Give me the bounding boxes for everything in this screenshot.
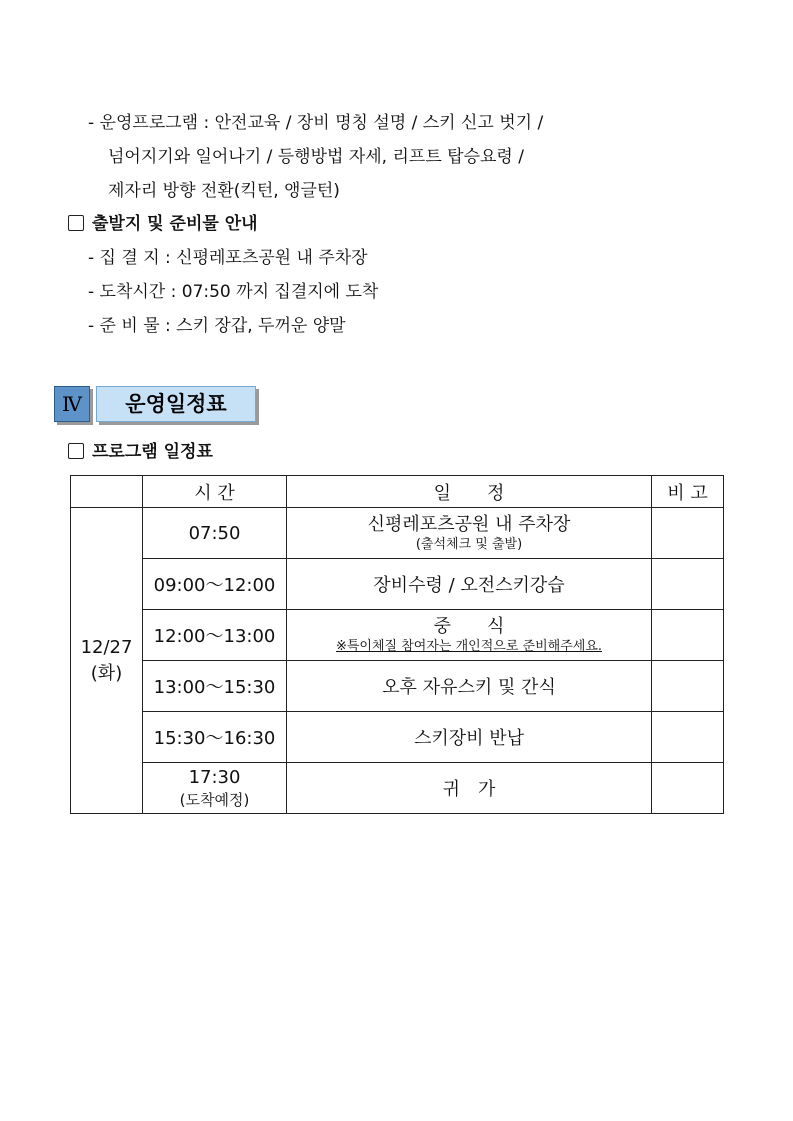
schedule-table [70, 475, 724, 814]
schedule-cell: 오후 자유스키 및 간식 [287, 661, 652, 712]
table-header-row [71, 476, 724, 508]
checkbox-icon [68, 443, 84, 459]
time-main: 17:30 [188, 767, 241, 788]
note-cell [652, 610, 724, 661]
note-header: 비 고 [652, 476, 724, 508]
program-line-3: 제자리 방향 전환(킥턴, 앵글턴) [108, 181, 340, 201]
program-line-2: 넘어지기와 일어나기 / 등행방법 자세, 리프트 탑승요령 / [108, 147, 524, 167]
schedule-cell [287, 508, 652, 559]
table-row [71, 661, 724, 712]
time-header: 시 간 [143, 476, 287, 508]
meeting-place: - 집 결 지 : 신평레포츠공원 내 주차장 [88, 248, 368, 268]
table-row [71, 559, 724, 610]
schedule-main: 중 식 [433, 616, 505, 637]
time-cell: 15:30～16:30 [143, 712, 287, 763]
note-cell [652, 661, 724, 712]
note-cell [652, 508, 724, 559]
time-cell: 12:00～13:00 [143, 610, 287, 661]
time-cell: 07:50 [143, 508, 287, 559]
departure-heading [68, 213, 258, 235]
checkbox-icon [68, 215, 84, 231]
schedule-cell: 귀 가 [287, 763, 652, 814]
time-cell: 09:00～12:00 [143, 559, 287, 610]
schedule-heading-text: 프로그램 일정표 [92, 442, 213, 462]
time-cell: 13:00～15:30 [143, 661, 287, 712]
departure-heading-text: 출발지 및 준비물 안내 [92, 214, 258, 234]
schedule-cell: 장비수령 / 오전스키강습 [287, 559, 652, 610]
section-number: Ⅳ [54, 386, 90, 422]
date-cell [71, 508, 143, 814]
table-row [71, 712, 724, 763]
date-header-cell [71, 476, 143, 508]
table-row [71, 610, 724, 661]
schedule-cell [287, 610, 652, 661]
table-row [71, 508, 724, 559]
date-text: 12/27 [80, 636, 133, 658]
table-row [71, 763, 724, 814]
arrival-time: - 도착시간 : 07:50 까지 집결지에 도착 [88, 282, 379, 302]
schedule-heading [68, 441, 213, 463]
day-text: (화) [90, 662, 123, 684]
note-cell [652, 559, 724, 610]
schedule-header: 일 정 [287, 476, 652, 508]
time-sub: (도착예정) [179, 791, 250, 809]
schedule-note-underlined: ※특이체질 참여자는 개인적으로 준비해주세요. [335, 639, 603, 654]
schedule-main: 신평레포츠공원 내 주차장 [367, 514, 571, 535]
supplies: - 준 비 물 : 스키 장갑, 두꺼운 양말 [88, 316, 346, 336]
note-cell [652, 763, 724, 814]
program-line-1: - 운영프로그램 : 안전교육 / 장비 명칭 설명 / 스키 신고 벗기 / [88, 113, 544, 133]
section-title: 운영일정표 [96, 386, 256, 422]
time-cell [143, 763, 287, 814]
schedule-cell: 스키장비 반납 [287, 712, 652, 763]
note-cell [652, 712, 724, 763]
schedule-sub: (출석체크 및 출발) [415, 537, 523, 552]
